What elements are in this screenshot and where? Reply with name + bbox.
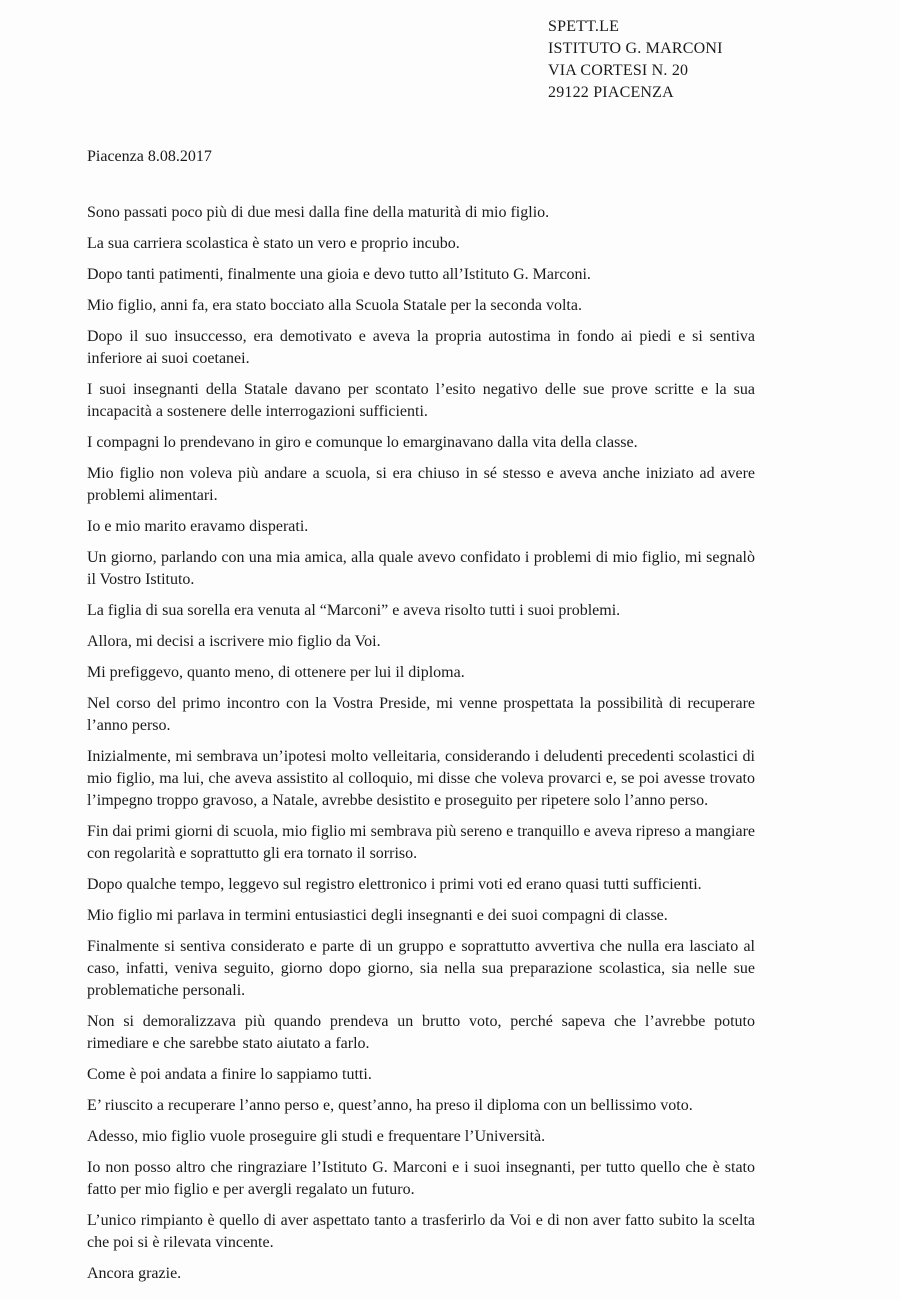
recipient-line: SPETT.LE xyxy=(548,18,620,35)
paragraph: Mio figlio mi parlava in termini entusiastici degli insegnanti e dei suoi compagni di classe. xyxy=(87,907,668,924)
paragraph: Io e mio marito eravamo disperati. xyxy=(87,518,309,535)
recipient-line: VIA CORTESI N. 20 xyxy=(548,62,689,79)
paragraph: Come è poi andata a finire lo sappiamo tutti. xyxy=(87,1066,372,1083)
recipient-line: 29122 PIACENZA xyxy=(548,84,674,101)
paragraph: La figlia di sua sorella era venuta al “Marconi” e aveva risolto tutti i suoi problemi. xyxy=(87,602,621,619)
paragraph: Mio figlio, anni fa, era stato bocciato alla Scuola Statale per la seconda volta. xyxy=(87,297,582,314)
recipient-line: ISTITUTO G. MARCONI xyxy=(548,40,723,57)
paragraph: Io non posso altro che ringraziare l’Istituto G. Marconi e i suoi insegnanti, per tutto quello che è stato fatto per mio figlio e per avergli regalato un futuro. xyxy=(87,1159,755,1198)
paragraph: La sua carriera scolastica è stato un vero e proprio incubo. xyxy=(87,235,460,252)
paragraph: E’ riuscito a recuperare l’anno perso e, quest’anno, ha preso il diploma con un bellissimo voto. xyxy=(87,1097,693,1114)
paragraph: Inizialmente, mi sembrava un’ipotesi molto velleitaria, considerando i deludenti precedenti scolastici di mio figlio, ma lui, che aveva assistito al colloquio, mi disse che voleva provarci e, se poi avesse trovato l’impegno troppo gravoso, a Natale, avrebbe desistito e proseguito per ripetere solo l’anno perso. xyxy=(87,748,755,809)
paragraph: Adesso, mio figlio vuole proseguire gli studi e frequentare l’Università. xyxy=(87,1128,546,1145)
paragraph: Nel corso del primo incontro con la Vostra Preside, mi venne prospettata la possibilità di recuperare l’anno perso. xyxy=(87,695,755,734)
paragraph: Fin dai primi giorni di scuola, mio figlio mi sembrava più sereno e tranquillo e aveva ripreso a mangiare con regolarità e soprattutto gli era tornato il sorriso. xyxy=(87,823,755,862)
paragraph: Dopo il suo insuccesso, era demotivato e aveva la propria autostima in fondo ai piedi e si sentiva inferiore ai suoi coetanei. xyxy=(87,328,755,367)
recipient-address xyxy=(548,16,723,104)
paragraph: Mi prefiggevo, quanto meno, di ottenere per lui il diploma. xyxy=(87,664,465,681)
paragraph: Dopo qualche tempo, leggevo sul registro elettronico i primi voti ed erano quasi tutti sufficienti. xyxy=(87,876,702,893)
paragraph: I compagni lo prendevano in giro e comunque lo emarginavano dalla vita della classe. xyxy=(87,434,638,451)
paragraph: Un giorno, parlando con una mia amica, alla quale avevo confidato i problemi di mio figlio, mi segnalò il Vostro Istituto. xyxy=(87,549,755,588)
paragraph: Allora, mi decisi a iscrivere mio figlio da Voi. xyxy=(87,633,381,650)
paragraph: Dopo tanti patimenti, finalmente una gioia e devo tutto all’Istituto G. Marconi. xyxy=(87,266,591,283)
paragraph: I suoi insegnanti della Statale davano per scontato l’esito negativo delle sue prove scritte e la sua incapacità a sostenere delle interrogazioni sufficienti. xyxy=(87,381,755,420)
paragraph: L’unico rimpianto è quello di aver aspettato tanto a trasferirlo da Voi e di non aver fatto subito la scelta che poi si è rilevata vincente. xyxy=(87,1212,755,1251)
paragraph: Non si demoralizzava più quando prendeva un brutto voto, perché sapeva che l’avrebbe potuto rimediare e che sarebbe stato aiutato a farlo. xyxy=(87,1013,755,1052)
paragraph: Finalmente si sentiva considerato e parte di un gruppo e soprattutto avvertiva che nulla era lasciato al caso, infatti, veniva seguito, giorno dopo giorno, sia nella sua preparazione scolastica, sia nelle sue problematiche personali. xyxy=(87,938,755,999)
letter-body xyxy=(87,202,755,1294)
paragraph: Mio figlio non voleva più andare a scuola, si era chiuso in sé stesso e aveva anche iniziato ad avere problemi alimentari. xyxy=(87,465,755,504)
paragraph: Sono passati poco più di due mesi dalla fine della maturità di mio figlio. xyxy=(87,204,550,221)
paragraph: Ancora grazie. xyxy=(87,1265,182,1282)
place-date: Piacenza 8.08.2017 xyxy=(87,148,212,165)
